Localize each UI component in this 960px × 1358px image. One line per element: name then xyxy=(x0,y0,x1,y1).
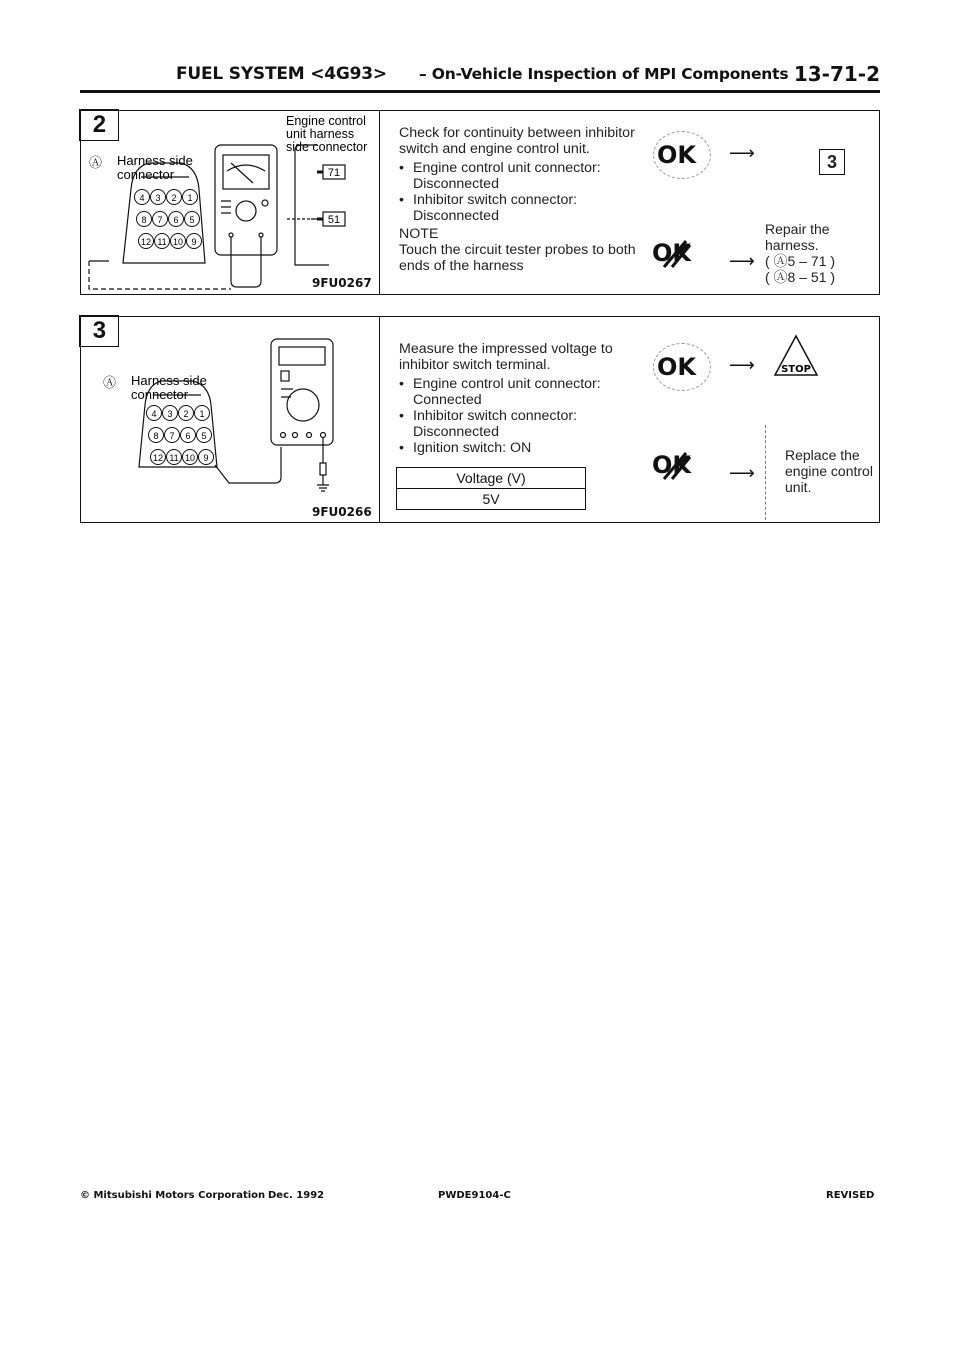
harness-label-line-2: connector xyxy=(117,167,175,182)
figure-code: 9FU0266 xyxy=(312,505,372,519)
connector-pin-number: 2 xyxy=(183,409,189,419)
ng-guide-line xyxy=(765,425,766,520)
ng-action-line: Replace the xyxy=(785,447,860,463)
step-2-panel xyxy=(80,110,880,295)
ng-pin-pair: ( Ⓐ8 – 51 ) xyxy=(765,269,836,285)
footer-doc-code: PWDE9104-C xyxy=(438,1190,511,1201)
connector-pin-number: 12 xyxy=(152,453,164,463)
instruction-line: switch and engine control unit. xyxy=(399,141,590,157)
harness-label-line-2: connector xyxy=(131,387,189,402)
test-probe-leads xyxy=(309,145,319,219)
connector-pin-number: 4 xyxy=(151,409,157,419)
connector-pin-number: 5 xyxy=(201,431,207,441)
instruction-line: Check for continuity between inhibitor xyxy=(399,125,635,141)
connector-pin-number: 11 xyxy=(157,237,167,247)
footer-date: Dec. 1992 xyxy=(268,1190,325,1201)
connector-pin-number: 2 xyxy=(171,193,177,203)
ng-arrow-icon: ⟶ xyxy=(729,463,755,483)
analog-multimeter xyxy=(215,145,329,287)
condition-value: Disconnected xyxy=(413,424,499,440)
ng-action-line: engine control xyxy=(785,463,873,479)
condition-value: Connected xyxy=(413,392,482,408)
connector-pin-number: 3 xyxy=(155,193,161,203)
pin-71-label: 71 xyxy=(327,167,341,179)
voltage-test-diagram xyxy=(81,317,379,522)
note-title: NOTE xyxy=(399,226,439,242)
connector-pin-number: 1 xyxy=(187,193,193,203)
condition-item: • Ignition switch: ON xyxy=(399,440,659,456)
step-2-number: 2 xyxy=(79,109,119,141)
connector-pin-number: 12 xyxy=(140,237,152,247)
ng-pin-pair: ( Ⓐ5 – 71 ) xyxy=(765,253,836,269)
connector-pin-number: 11 xyxy=(169,453,179,463)
harness-wire xyxy=(89,261,231,289)
connector-pin-number: 5 xyxy=(189,215,195,225)
connector-pin-number: 8 xyxy=(141,215,147,225)
step-3-number: 3 xyxy=(79,315,119,347)
ng-label: OK xyxy=(652,451,691,479)
ng-arrow-icon: ⟶ xyxy=(729,251,755,271)
page-number: 13-71-2 xyxy=(793,62,880,86)
step-2-divider xyxy=(379,111,380,294)
ok-arrow-icon: ⟶ xyxy=(729,143,755,163)
connector-pin-number: 9 xyxy=(203,453,209,463)
pin-51-marker xyxy=(317,212,345,226)
voltage-table-header: Voltage (V) xyxy=(397,468,586,489)
ng-cross-icon xyxy=(656,237,696,271)
condition-item: • Inhibitor switch connector: xyxy=(399,408,659,424)
page-header xyxy=(160,62,880,88)
ng-action xyxy=(785,447,873,495)
header-rule xyxy=(80,90,880,93)
footer-status: REVISED xyxy=(826,1190,875,1201)
condition-item: • Engine control unit connector: xyxy=(399,160,689,176)
condition-value: Disconnected xyxy=(413,176,499,192)
connector-pin-number: 7 xyxy=(157,215,163,225)
condition-value: Disconnected xyxy=(413,208,499,224)
connector-pin-number: 6 xyxy=(185,431,191,441)
system-title: FUEL SYSTEM <4G93> xyxy=(176,64,387,84)
voltage-table-value: 5V xyxy=(397,489,586,510)
condition-item: • Inhibitor switch connector: xyxy=(399,192,689,208)
connector-pin-number: 6 xyxy=(173,215,179,225)
harness-label-line-1: Harness side xyxy=(117,153,193,168)
connector-pin-number: 8 xyxy=(153,431,159,441)
step-3-panel xyxy=(80,316,880,523)
ng-label: OK xyxy=(652,239,691,267)
connector-pin-number: 3 xyxy=(167,409,173,419)
pin-51-label: 51 xyxy=(327,214,341,226)
ng-action xyxy=(765,221,835,285)
section-title: – On-Vehicle Inspection of MPI Components xyxy=(419,65,789,83)
harness-marker: Ⓐ xyxy=(89,155,103,170)
ng-cross-icon xyxy=(656,449,696,483)
connector-pin-number: 7 xyxy=(169,431,175,441)
instruction-line: inhibitor switch terminal. xyxy=(399,357,551,373)
next-step-box xyxy=(819,149,845,175)
connector-pins xyxy=(147,406,214,465)
connector-pin-number: 1 xyxy=(199,409,205,419)
stop-label: STOP xyxy=(781,364,811,375)
engine-label-line-2: unit harness xyxy=(286,127,355,141)
ng-action-line: unit. xyxy=(785,479,812,495)
ok-label: OK xyxy=(657,353,696,381)
connector-pins xyxy=(135,190,202,249)
stop-warning-icon xyxy=(773,333,819,377)
next-step-number: 3 xyxy=(819,149,845,175)
step-3-instructions xyxy=(399,341,659,456)
condition-item: • Engine control unit connector: xyxy=(399,376,659,392)
figure-code: 9FU0267 xyxy=(312,276,372,290)
instruction-line: Measure the impressed voltage to xyxy=(399,341,613,357)
harness-label-line-1: Harness side xyxy=(131,373,207,388)
pin-71-marker xyxy=(317,165,345,179)
step-2-instructions xyxy=(399,125,689,274)
connector-pin-number: 4 xyxy=(139,193,145,203)
ng-action-line: harness. xyxy=(765,237,819,253)
voltage-spec-table xyxy=(396,467,586,510)
continuity-test-diagram xyxy=(81,111,379,293)
harness-marker: Ⓐ xyxy=(103,375,117,390)
footer-copyright: © Mitsubishi Motors Corporation xyxy=(80,1190,266,1201)
note-line: Touch the circuit tester probes to both xyxy=(399,242,636,258)
engine-label-line-1: Engine control xyxy=(286,114,366,128)
note-line: ends of the harness xyxy=(399,258,524,274)
ng-action-line: Repair the xyxy=(765,221,830,237)
engine-label-line-3: side connector xyxy=(286,140,368,154)
connector-pin-number: 10 xyxy=(172,237,184,247)
ok-label: OK xyxy=(657,141,696,169)
connector-pin-number: 9 xyxy=(191,237,197,247)
connector-pin-number: 10 xyxy=(184,453,196,463)
ok-arrow-icon: ⟶ xyxy=(729,355,755,375)
digital-multimeter xyxy=(271,339,333,491)
step-3-divider xyxy=(379,317,380,522)
